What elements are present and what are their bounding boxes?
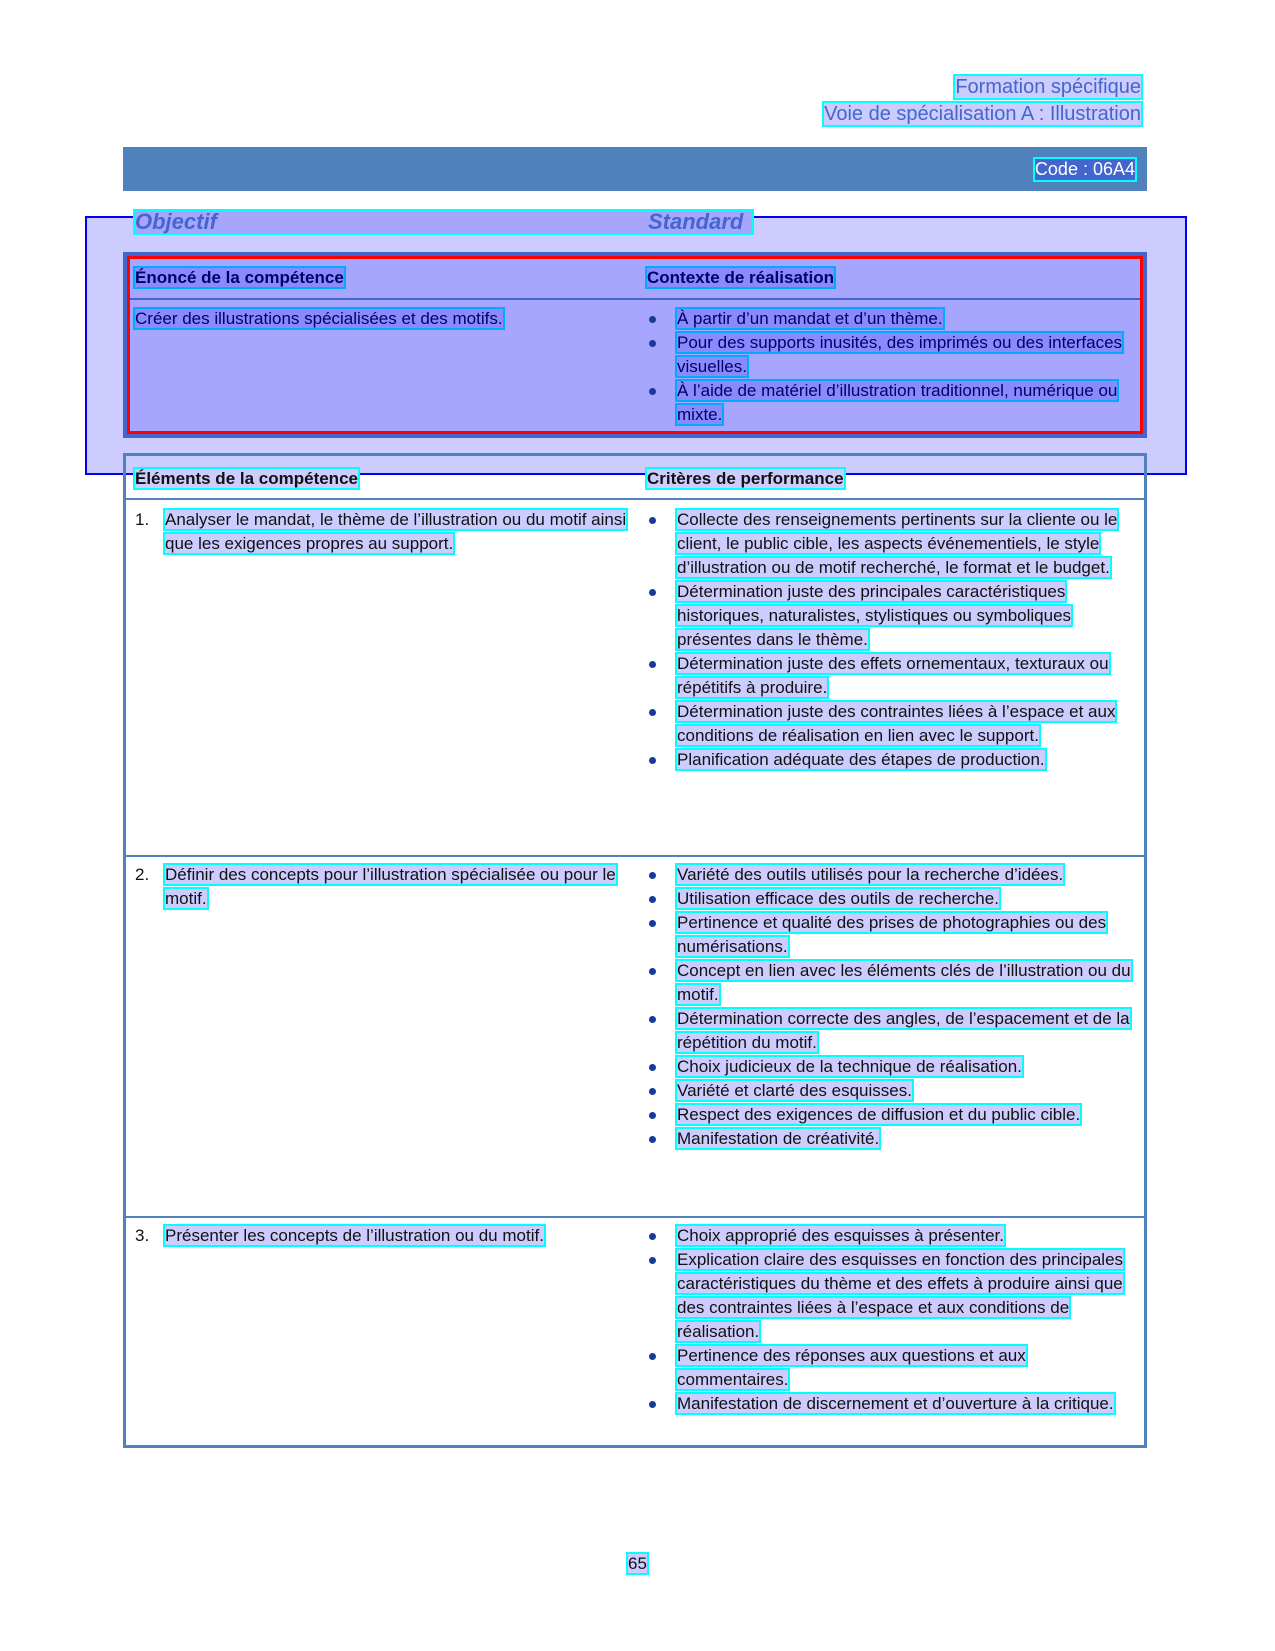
- list-item: Pour des supports inusités, des imprimés ou des interfaces visuelles.: [647, 331, 1127, 379]
- enonce-header: Énoncé de la compétence: [135, 268, 344, 287]
- divider: [126, 498, 1144, 500]
- list-item: Détermination juste des effets ornementaux, texturaux ou répétitifs à produire.: [647, 652, 1137, 700]
- page-header: [824, 74, 1141, 128]
- criteria-list-1: [647, 508, 1137, 772]
- list-item: Manifestation de discernement et d’ouverture à la critique.: [647, 1392, 1137, 1416]
- list-item: Explication claire des esquisses en fonction des principales caractéristiques du thème et des effets à produire ainsi que des contraintes liées à l’espace et aux conditions de réalisation.: [647, 1248, 1137, 1344]
- contexte-list: [647, 307, 1127, 427]
- list-item: Détermination correcte des angles, de l’espacement et de la répétition du motif.: [647, 1007, 1137, 1055]
- code-band: [123, 147, 1147, 191]
- list-item: Pertinence des réponses aux questions et aux commentaires.: [647, 1344, 1137, 1392]
- divider: [126, 1216, 1144, 1218]
- elements-header: Éléments de la compétence: [135, 469, 358, 488]
- element-2: 2. Définir des concepts pour l’illustration spécialisée ou pour le motif.: [135, 865, 616, 908]
- header-specialization: Voie de spécialisation A : Illustration: [824, 103, 1141, 125]
- criteria-list-3: [647, 1224, 1137, 1416]
- list-item: Concept en lien avec les éléments clés de l’illustration ou du motif.: [647, 959, 1137, 1007]
- enonce-text: Créer des illustrations spécialisées et des motifs.: [135, 309, 503, 328]
- list-item: À partir d’un mandat et d’un thème.: [647, 307, 1127, 331]
- competency-code: Code : 06A4: [1034, 159, 1135, 179]
- criteria-list-2: [647, 863, 1137, 1151]
- list-item: Détermination juste des principales caractéristiques historiques, naturalistes, stylistiques ou symboliques présentes dans le thème.: [647, 580, 1137, 652]
- list-item: Utilisation efficace des outils de recherche.: [647, 887, 1137, 911]
- list-item: Détermination juste des contraintes liées à l’espace et aux conditions de réalisation en lien avec le support.: [647, 700, 1137, 748]
- divider: [126, 855, 1144, 857]
- list-item: À l’aide de matériel d’illustration traditionnel, numérique ou mixte.: [647, 379, 1127, 427]
- list-item: Collecte des renseignements pertinents sur la cliente ou le client, le public cible, les aspects événementiels, le style d’illustration ou de motif recherché, le format et le budget.: [647, 508, 1137, 580]
- list-item: Planification adéquate des étapes de production.: [647, 748, 1137, 772]
- list-item: Choix judicieux de la technique de réalisation.: [647, 1055, 1137, 1079]
- criteres-header: Critères de performance: [647, 469, 844, 488]
- list-item: Respect des exigences de diffusion et du public cible.: [647, 1103, 1137, 1127]
- list-item: Variété et clarté des esquisses.: [647, 1079, 1137, 1103]
- list-item: Variété des outils utilisés pour la recherche d’idées.: [647, 863, 1137, 887]
- standard-heading: Standard: [648, 209, 744, 234]
- list-item: Manifestation de créativité.: [647, 1127, 1137, 1151]
- list-item: Choix approprié des esquisses à présenter.: [647, 1224, 1137, 1248]
- page-number: 65: [628, 1554, 647, 1573]
- header-program: Formation spécifique: [955, 76, 1141, 98]
- list-item: Pertinence et qualité des prises de photographies ou des numérisations.: [647, 911, 1137, 959]
- contexte-header: Contexte de réalisation: [647, 268, 835, 287]
- element-3: 3. Présenter les concepts de l’illustration ou du motif.: [135, 1226, 544, 1245]
- element-1: 1. Analyser le mandat, le thème de l’illustration ou du motif ainsi que les exigences propres au support.: [135, 510, 627, 553]
- objective-heading: Objectif: [135, 209, 217, 234]
